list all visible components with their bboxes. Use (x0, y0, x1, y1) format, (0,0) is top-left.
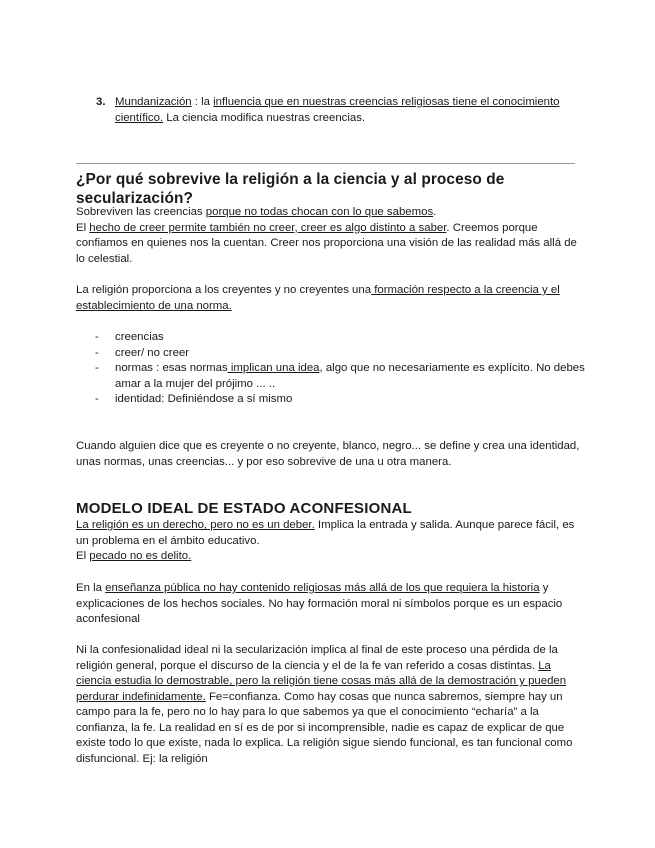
paragraph (76, 581, 586, 628)
underlined-text: implican una idea (227, 362, 320, 374)
text: Ni la confesionalidad ideal ni la secularización implica al final de este proceso una pérdida de la religión general, porque el discurso de la ciencia y el de la fe van referido a cosas distintas. (76, 644, 558, 672)
section-heading: MODELO IDEAL DE ESTADO ACONFESIONAL (76, 500, 412, 517)
text: Fe=confianza. Como hay cosas que nunca sabremos, siempre hay un campo para la fe, pero no lo hay para lo que sabemos ya que el conocimiento “echaría” a la confianza, la fe. La realidad en sí es de por si incomprensible, nadie es capaz de explicar de que existe todo lo que existe, nada lo explica. La religión sigue siendo funcional, es tan funcional como disfuncional. Ej: la religión (76, 690, 573, 765)
list-item (76, 361, 586, 392)
list-item-text: normas : esas normas (115, 362, 228, 374)
list-item-text: , algo que no necesariamente es explícito. No debes amar a la mujer del prójimo ... .. (115, 362, 585, 390)
term: Mundanización (115, 96, 192, 108)
list-number: 3. (96, 96, 106, 108)
text: La religión proporciona a los creyentes y no creyentes una (76, 284, 372, 296)
underlined-text: porque no todas chocan con lo que sabemos (205, 206, 434, 218)
paragraph (76, 205, 586, 267)
underlined-text: La religión es un derecho, pero no es un deber. (76, 519, 315, 531)
text: . Creemos porque confiamos en quienes nos la cuentan. Creer nos proporciona una visión de las realidad más allá de lo celestial. (76, 221, 577, 265)
text: Sobreviven las creencias (76, 206, 206, 218)
underlined-text: influencia que en nuestras creencias religiosas tiene el conocimiento científico. (115, 96, 560, 124)
dash-bullet: - (95, 331, 99, 343)
text: El (76, 221, 90, 234)
text: y explicaciones de los hechos sociales. No hay formación moral ni símbolos porque es un espacio aconfesional (76, 582, 563, 625)
paragraph (76, 283, 586, 314)
list-item-text: creencias (115, 331, 164, 343)
underlined-text: hecho de creer permite también no creer, creer es algo distinto a saber (89, 221, 447, 234)
text: Implica la entrada y salida. Aunque parece fácil, es un problema en el ámbito educativo. (76, 519, 575, 547)
list-item-text: identidad: Definiéndose a sí mismo (115, 393, 293, 405)
text: . (433, 206, 437, 218)
text: En la (76, 582, 106, 594)
list-item-text: creer/ no creer (115, 346, 190, 359)
underlined-text: enseñanza pública no hay contenido religiosas más allá de los que requiera la historia (105, 582, 540, 594)
section-heading: ¿Por qué sobrevive la religión a la ciencia y al proceso de secularización? (76, 171, 505, 207)
underlined-text: formación respecto a la creencia y el establecimiento de una norma. (76, 284, 560, 312)
dash-bullet: - (95, 362, 99, 374)
paragraph (76, 518, 586, 565)
dash-bullet: - (95, 346, 99, 359)
dash-list (76, 330, 586, 408)
list-item (76, 392, 586, 408)
paragraph: Cuando alguien dice que es creyente o no creyente, blanco, negro... se define y crea una identidad, unas normas, unas creencias... y por eso sobrevive de una u otra manera. (76, 440, 580, 468)
underlined-text: pecado no es delito. (89, 550, 192, 562)
list-item (76, 330, 586, 346)
list-item (76, 346, 586, 362)
horizontal-rule (76, 163, 575, 164)
dash-bullet: - (95, 393, 99, 405)
text: La ciencia modifica nuestras creencias. (163, 111, 366, 124)
text: El (76, 550, 90, 562)
list-item-mundanizacion (115, 95, 585, 126)
paragraph (76, 643, 586, 767)
text: : la (191, 96, 214, 108)
underlined-text: La ciencia estudia lo demostrable, pero la religión tiene cosas más allá de la demostración y pueden perdurar indefinidamente. (76, 659, 567, 703)
